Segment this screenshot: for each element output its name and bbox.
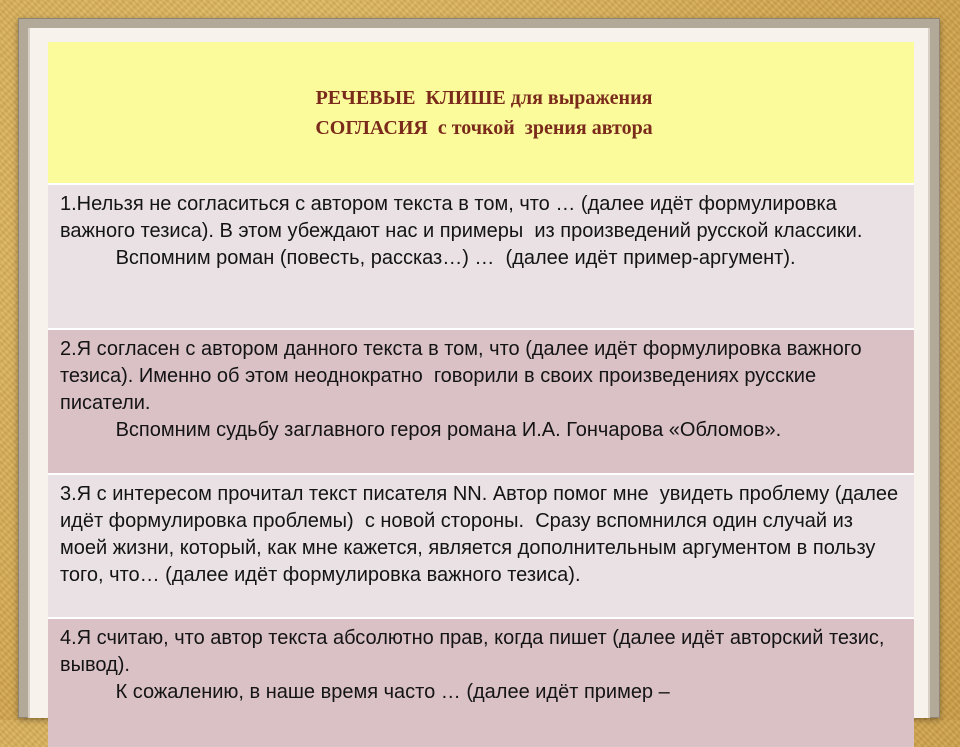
table-row [48, 328, 914, 473]
table-row [48, 617, 914, 747]
cliche-example: Вспомним роман (повесть, рассказ…) … (далее идёт пример-аргумент). [60, 247, 796, 269]
table-header [48, 42, 914, 183]
cliche-text: 4.Я считаю, что автор текста абсолютно прав, когда пишет (далее идёт авторский тезис, вывод). [60, 627, 891, 676]
table-title [315, 83, 652, 143]
title-line-1: РЕЧЕВЫЕ КЛИШЕ для выражения [315, 86, 653, 109]
cliche-example: К сожалению, в наше время часто … (далее идёт пример – [60, 681, 670, 703]
slide-frame [18, 18, 940, 718]
cliche-text: 2.Я согласен с автором данного текста в том, что (далее идёт формулировка важного тезиса). Именно об этом неоднократно говорили в своих произведениях русские писатели. [60, 338, 868, 414]
cliche-text: 3.Я с интересом прочитал текст писателя NN. Автор помог мне увидеть проблему (далее идёт формулировка проблемы) с новой стороны. Сразу вспомнился один случай из моей жизни, который, как мне кажется, является дополнительным аргументом в пользу того, что… (далее идёт формулировка важного тезиса). [60, 483, 904, 586]
title-line-2: СОГЛАСИЯ с точкой зрения автора [315, 116, 653, 139]
slide-content-area [28, 28, 930, 718]
table-row [48, 183, 914, 328]
cliche-example: Вспомним судьбу заглавного героя романа И.А. Гончарова «Обломов». [60, 419, 782, 441]
cliche-table [48, 42, 914, 747]
table-row [48, 473, 914, 617]
cliche-text: 1.Нельзя не согласиться с автором текста в том, что … (далее идёт формулировка важного тезиса). В этом убеждают нас и примеры из произведений русской классики. [60, 193, 863, 242]
